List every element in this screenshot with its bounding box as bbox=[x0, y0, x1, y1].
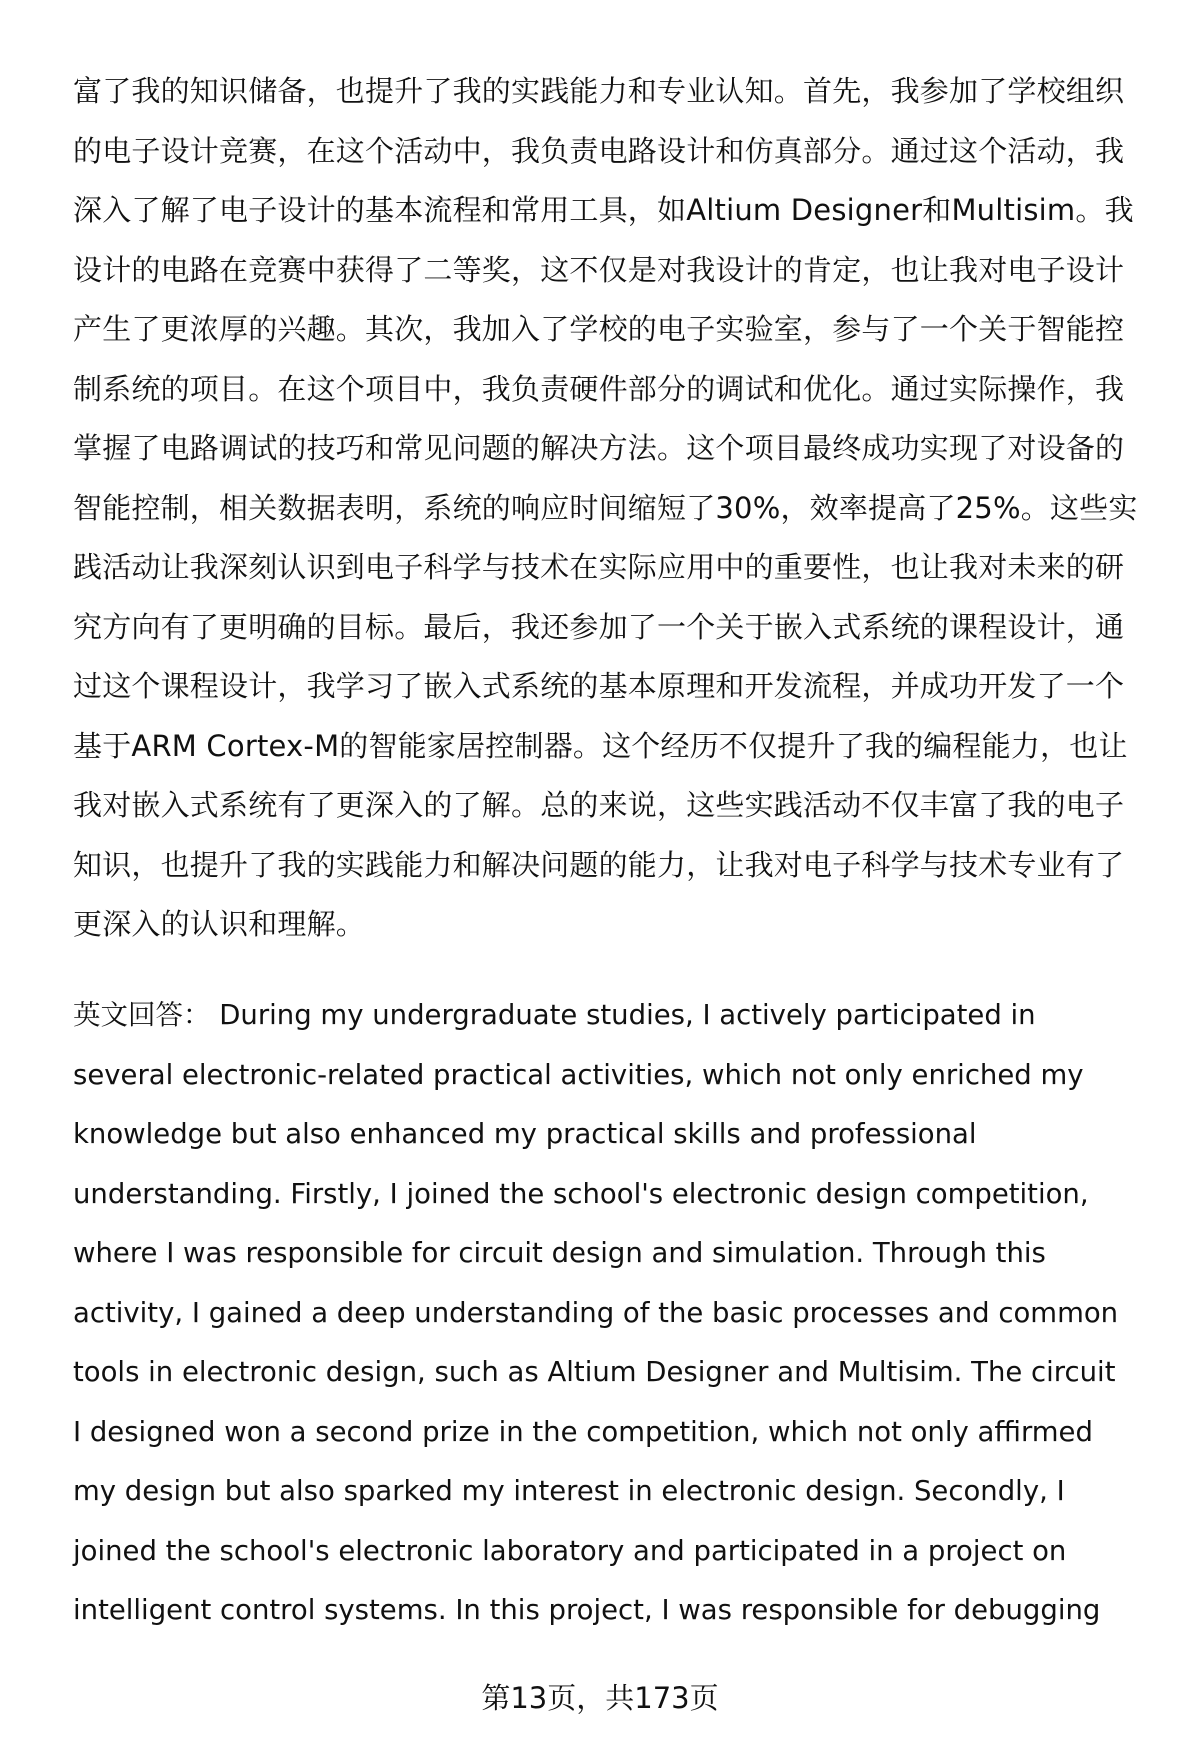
text-line: knowledge but also enhanced my practical skills and professional bbox=[73, 1118, 977, 1150]
text-line: 富了我的知识储备，也提升了我的实践能力和专业认知。首先，我参加了学校组织 bbox=[73, 74, 1125, 108]
text-line: intelligent control systems. In this project, I was responsible for debugging bbox=[73, 1594, 1101, 1626]
text-line: I designed won a second prize in the competition, which not only affirmed bbox=[73, 1415, 1093, 1448]
text-line: where I was responsible for circuit design and simulation. Through this bbox=[73, 1237, 1046, 1269]
text-line: 制系统的项目。在这个项目中，我负责硬件部分的调试和优化。通过实际操作，我 bbox=[73, 371, 1125, 406]
text-line: joined the school's electronic laboratory and participated in a project on bbox=[73, 1534, 1067, 1567]
text-line: 设计的电路在竞赛中获得了二等奖，这不仅是对我设计的肯定，也让我对电子设计 bbox=[73, 252, 1125, 287]
text-line: 智能控制，相关数据表明，系统的响应时间缩短了30%，效率提高了25%。这些实 bbox=[73, 490, 1138, 525]
text-line: 过这个课程设计，我学习了嵌入式系统的基本原理和开发流程，并成功开发了一个 bbox=[73, 669, 1125, 703]
page-number-footer: 第13页，共173页 bbox=[481, 1681, 719, 1715]
text-line: 更深入的认识和理解。 bbox=[73, 907, 366, 941]
text-line: 基于ARM Cortex-M的智能家居控制器。这个经历不仅提升了我的编程能力，也让 bbox=[73, 728, 1128, 763]
text-line: 的电子设计竞赛，在这个活动中，我负责电路设计和仿真部分。通过这个活动，我 bbox=[73, 133, 1125, 168]
text-line: 践活动让我深刻认识到电子科学与技术在实际应用中的重要性，也让我对未来的研 bbox=[73, 550, 1125, 584]
chinese-answer-paragraph bbox=[73, 62, 1153, 955]
text-line: my design but also sparked my interest in electronic design. Secondly, I bbox=[73, 1475, 1065, 1507]
text-line: 掌握了电路调试的技巧和常见问题的解决方法。这个项目最终成功实现了对设备的 bbox=[73, 431, 1125, 465]
text-line: activity, I gained a deep understanding of the basic processes and common bbox=[73, 1296, 1119, 1329]
text-line: 深入了解了电子设计的基本流程和常用工具，如Altium Designer和Multisim。我 bbox=[73, 193, 1134, 227]
text-line: 知识，也提升了我的实践能力和解决问题的能力，让我对电子科学与技术专业有了 bbox=[73, 847, 1125, 882]
text-line: 究方向有了更明确的目标。最后，我还参加了一个关于嵌入式系统的课程设计，通 bbox=[73, 609, 1125, 644]
text-line: 英文回答： During my undergraduate studies, I actively participated in bbox=[73, 999, 1036, 1031]
text-line: 产生了更浓厚的兴趣。其次，我加入了学校的电子实验室，参与了一个关于智能控 bbox=[73, 312, 1125, 346]
text-line: understanding. Firstly, I joined the school's electronic design competition, bbox=[73, 1177, 1089, 1210]
text-line: tools in electronic design, such as Altium Designer and Multisim. The circuit bbox=[73, 1356, 1116, 1388]
text-line: 我对嵌入式系统有了更深入的了解。总的来说，这些实践活动不仅丰富了我的电子 bbox=[73, 788, 1125, 822]
text-line: several electronic-related practical activities, which not only enriched my bbox=[73, 1058, 1084, 1091]
english-answer-paragraph bbox=[73, 986, 1153, 1641]
